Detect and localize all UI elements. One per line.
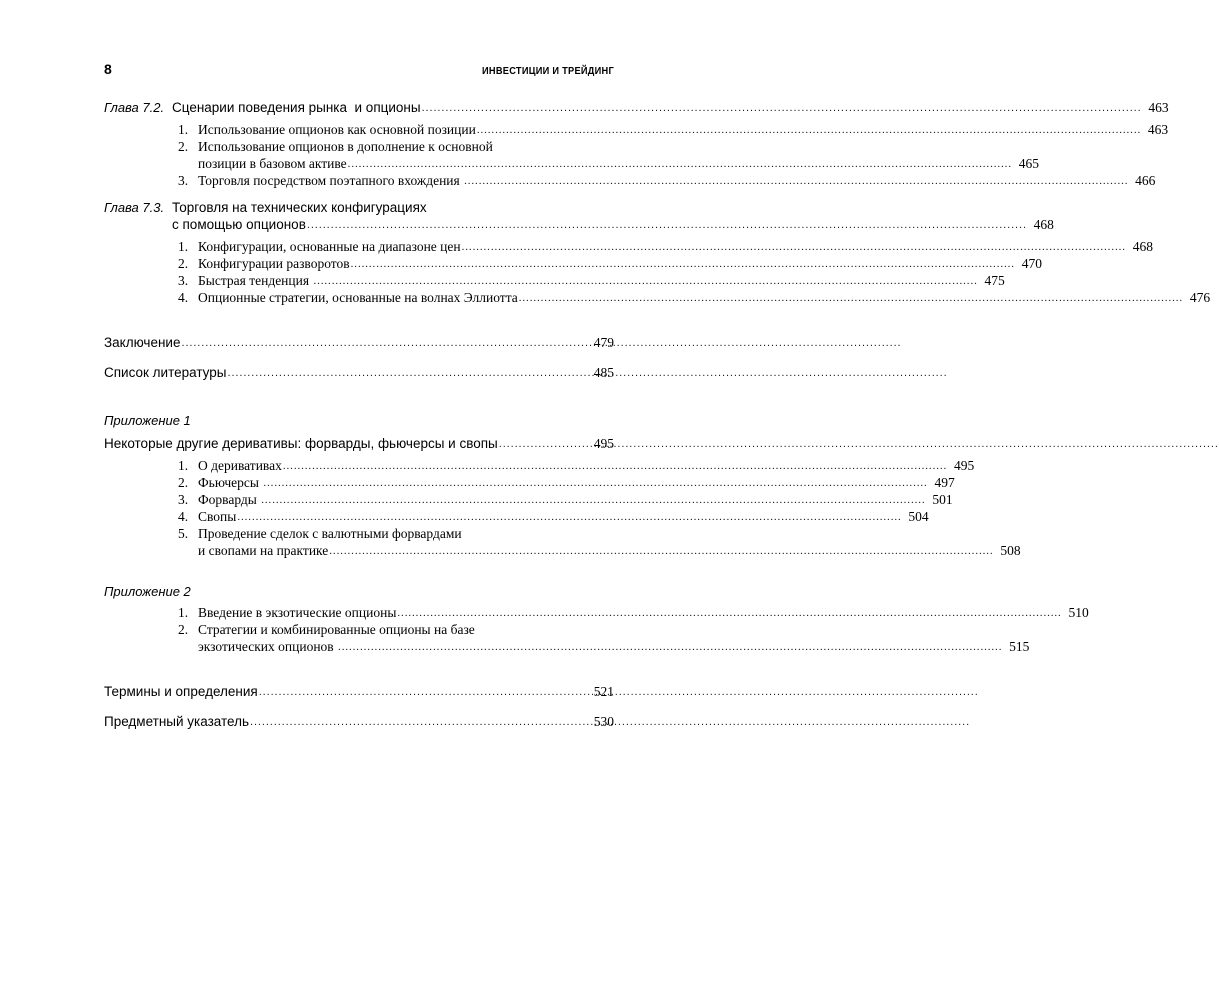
toc-subitem-list <box>178 122 1169 189</box>
subitem-page: 470 <box>1021 256 1042 271</box>
bibliography-page: 485 <box>593 365 614 380</box>
subitem-body <box>198 605 1089 621</box>
subitem-body <box>198 526 1021 559</box>
subitem-title: О деривативах <box>198 458 282 473</box>
toc-subitem[interactable] <box>178 290 1211 306</box>
bibliography-label: Список литературы <box>104 365 227 380</box>
toc-leader-row <box>172 200 1054 215</box>
toc-subitem[interactable] <box>178 526 1021 559</box>
subitem-page: 510 <box>1068 605 1089 620</box>
appendix1-title: Приложение 1 <box>104 413 191 428</box>
chapter-body <box>172 100 1169 116</box>
subitem-number: 2. <box>178 256 189 271</box>
toc-leader-row <box>198 139 1039 155</box>
subitem-number: 2. <box>178 139 189 154</box>
subitem-body <box>198 458 974 474</box>
index-label: Предметный указатель <box>104 714 249 729</box>
toc-chapter-entry[interactable] <box>104 200 1054 233</box>
dot-leader <box>307 216 1027 231</box>
subitem-body <box>198 256 1042 272</box>
toc-subitem[interactable] <box>178 475 955 491</box>
subitem-title: Проведение сделок с валютными форвардами <box>198 526 462 541</box>
subitem-page: 476 <box>1189 290 1211 305</box>
subitem-body <box>198 122 1168 138</box>
subitem-title: Быстрая тенденция <box>198 273 313 288</box>
toc-leader-row <box>104 714 614 730</box>
subitem-page: 475 <box>984 273 1005 288</box>
dot-leader <box>351 255 1015 271</box>
subitem-number: 1. <box>178 458 189 473</box>
toc-leader-row <box>198 173 1155 189</box>
subitem-number: 1. <box>178 605 189 620</box>
toc-subitem[interactable] <box>178 273 1005 289</box>
toc-leader-row <box>198 458 974 474</box>
dot-leader <box>464 172 1128 188</box>
toc-leader-row <box>172 100 1169 116</box>
toc-leader-row <box>104 365 614 381</box>
subitem-number: 4. <box>178 290 189 305</box>
toc-leader-row <box>198 605 1089 621</box>
dot-leader <box>261 491 925 507</box>
book-title: ИНВЕСТИЦИИ И ТРЕЙДИНГ <box>482 65 614 77</box>
subitem-title: Стратегии и комбинированные опционы на базе <box>198 622 475 637</box>
toc-leader-row <box>198 256 1042 272</box>
subitem-title: Свопы <box>198 509 237 524</box>
toc-subitem[interactable] <box>178 492 953 508</box>
dot-leader <box>519 289 1183 305</box>
glossary-page: 521 <box>593 684 614 699</box>
dot-leader <box>263 474 927 490</box>
dot-leader <box>250 713 587 728</box>
chapter-title: Сценарии поведения рынка и опционы <box>172 100 421 115</box>
toc-leader-row-continuation <box>198 543 1021 559</box>
subitem-body <box>198 290 1210 306</box>
chapter-page: 463 <box>1148 100 1169 115</box>
subitem-title: Использование опционов как основной позиции <box>198 122 476 137</box>
subitem-title: Использование опционов в дополнение к основной <box>198 139 493 154</box>
subitem-title-continuation: позиции в базовом активе <box>198 156 347 171</box>
dot-leader <box>259 683 587 698</box>
subitem-title: Введение в экзотические опционы <box>198 605 397 620</box>
toc-subitem[interactable] <box>178 173 1156 189</box>
subitem-title: Конфигурации, основанные на диапазоне цен <box>198 239 461 254</box>
subitem-number: 1. <box>178 122 189 137</box>
subitem-page: 508 <box>1000 543 1021 558</box>
subitem-page: 463 <box>1147 122 1169 137</box>
subitem-page: 465 <box>1018 156 1039 171</box>
appendix2-title: Приложение 2 <box>104 584 191 599</box>
conclusion-page: 479 <box>593 335 614 350</box>
toc-subitem[interactable] <box>178 122 1169 138</box>
toc-subitem-list <box>178 239 1211 306</box>
subitem-body <box>198 273 1005 289</box>
subitem-title-continuation: экзотических опционов <box>198 639 338 654</box>
chapter-number: Глава 7.2. <box>104 100 165 115</box>
dot-leader <box>477 121 1141 137</box>
chapter-title-continuation: с помощью опционов <box>172 217 306 232</box>
dot-leader <box>422 99 1142 114</box>
table-of-contents <box>104 100 1211 730</box>
subitem-number: 3. <box>178 492 189 507</box>
toc-subitem[interactable] <box>178 509 929 525</box>
running-head <box>104 62 614 82</box>
dot-leader <box>283 457 947 473</box>
chapter-body <box>172 200 1054 233</box>
toc-entry-index[interactable] <box>104 714 614 730</box>
subitem-body <box>198 622 1029 655</box>
toc-leader-row-continuation <box>198 639 1029 655</box>
subitem-title-continuation: и свопами на практике <box>198 543 329 558</box>
appendix1-page: 495 <box>593 436 614 451</box>
toc-leader-row <box>198 475 955 491</box>
subitem-number: 1. <box>178 239 189 254</box>
dot-leader <box>348 155 1012 171</box>
toc-chapter-entry[interactable] <box>104 100 1169 116</box>
toc-subitem[interactable] <box>178 622 1030 655</box>
subitem-body <box>198 239 1153 255</box>
subitem-title: Фьючерсы <box>198 475 263 490</box>
toc-entry-conclusion[interactable] <box>104 335 614 351</box>
toc-leader-row <box>198 239 1153 255</box>
toc-leader-row-continuation <box>198 156 1039 172</box>
dot-leader <box>397 604 1061 620</box>
toc-subitem[interactable] <box>178 458 975 474</box>
toc-leader-row <box>198 526 1021 542</box>
subitem-page: 466 <box>1135 173 1156 188</box>
subitem-page: 497 <box>934 475 955 490</box>
toc-leader-row <box>104 684 614 700</box>
toc-leader-row <box>104 436 614 452</box>
toc-subitem[interactable] <box>178 605 1089 621</box>
appendix1-heading: Некоторые другие деривативы: форварды, фьючерсы и свопы <box>104 436 498 451</box>
dot-leader <box>338 638 1002 654</box>
toc-subitem[interactable] <box>178 239 1153 255</box>
toc-subitem[interactable] <box>178 256 1042 272</box>
toc-entry-appendix1-heading[interactable] <box>104 436 614 452</box>
subitem-number: 5. <box>178 526 189 541</box>
glossary-label: Термины и определения <box>104 684 258 699</box>
chapter-title: Торговля на технических конфигурациях <box>172 200 427 215</box>
chapter-number: Глава 7.3. <box>104 200 165 215</box>
subitem-page: 495 <box>953 458 975 473</box>
subitem-page: 515 <box>1009 639 1030 654</box>
conclusion-label: Заключение <box>104 335 181 350</box>
toc-leader-row <box>198 492 953 508</box>
toc-leader-row <box>198 122 1168 138</box>
subitem-number: 4. <box>178 509 189 524</box>
dot-leader <box>237 508 901 524</box>
toc-leader-row <box>104 335 614 351</box>
subitem-title: Конфигурации разворотов <box>198 256 350 271</box>
toc-leader-row-continuation <box>172 217 1054 233</box>
subitem-number: 3. <box>178 273 189 288</box>
dot-leader <box>462 238 1126 254</box>
toc-entry-bibliography[interactable] <box>104 365 614 381</box>
dot-leader <box>228 364 588 379</box>
toc-subitem-list <box>178 605 1089 655</box>
dot-leader <box>329 542 993 558</box>
toc-leader-row <box>198 290 1210 306</box>
toc-leader-row <box>198 273 1005 289</box>
subitem-body <box>198 509 929 525</box>
subitem-page: 501 <box>932 492 953 507</box>
toc-leader-row <box>198 509 929 525</box>
subitem-page: 504 <box>908 509 929 524</box>
dot-leader <box>499 435 587 450</box>
subitem-body <box>198 173 1155 189</box>
subitem-number: 3. <box>178 173 189 188</box>
subitem-body <box>198 475 955 491</box>
dot-leader <box>313 272 977 288</box>
toc-leader-row <box>198 622 1029 638</box>
toc-subitem[interactable] <box>178 139 1039 172</box>
subitem-number: 2. <box>178 622 189 637</box>
index-page: 530 <box>593 714 614 729</box>
subitem-number: 2. <box>178 475 189 490</box>
toc-entry-glossary[interactable] <box>104 684 614 700</box>
dot-leader <box>181 334 587 349</box>
page-number: 8 <box>104 61 112 77</box>
subitem-title: Торговля посредством поэтапного вхождения <box>198 173 464 188</box>
chapter-page: 468 <box>1033 217 1054 232</box>
subitem-body <box>198 492 953 508</box>
subitem-body <box>198 139 1039 172</box>
subitem-title: Форварды <box>198 492 261 507</box>
subitem-title: Опционные стратегии, основанные на волнах Эллиотта <box>198 290 518 305</box>
toc-subitem-list <box>178 458 1021 559</box>
subitem-page: 468 <box>1132 239 1153 254</box>
